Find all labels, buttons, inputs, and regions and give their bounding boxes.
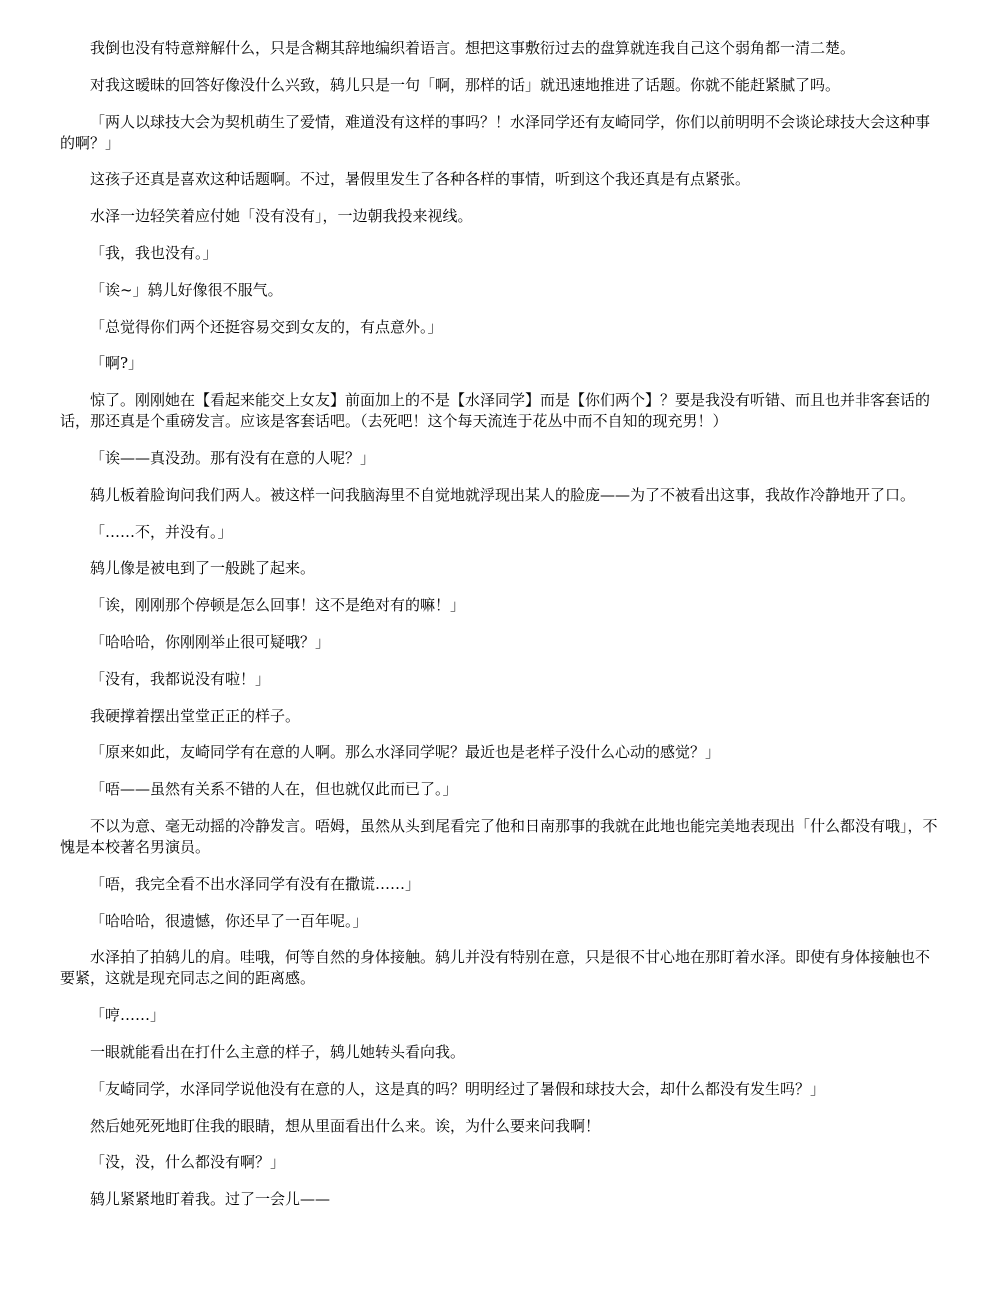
paragraph: 对我这暧昧的回答好像没什么兴致，鸫儿只是一句「啊，那样的话」就迅速地推进了话题。你就不能赶紧腻了吗。 [90,75,841,94]
paragraph: 「……不，并没有。」 [90,522,233,541]
paragraph: 鸫儿紧紧地盯着我。过了一会儿—— [90,1190,331,1209]
paragraph: 惊了。刚刚她在【看起来能交上女友】前面加上的不是【水泽同学】而是【你们两个】？要是我没有听错、而且也并非客套话的话，那还真是个重磅发言。应该是客套话吧。（去死吧！这个每天流连于花丛中而不自知的现充男！） [60,391,931,431]
paragraph: 然后她死死地盯住我的眼睛，想从里面看出什么来。诶，为什么要来问我啊！ [90,1116,601,1135]
paragraph: 「哈哈哈，很遗憾，你还早了一百年呢。」 [90,911,368,930]
paragraph: 「诶——真没劲。那有没有在意的人呢？」 [90,448,376,467]
paragraph: 这孩子还真是喜欢这种话题啊。不过，暑假里发生了各种各样的事情，听到这个我还真是有点紧张。 [90,170,751,189]
paragraph: 「哈哈哈，你刚刚举止很可疑哦？」 [90,632,331,651]
paragraph: 一眼就能看出在打什么主意的样子，鸫儿她转头看向我。 [90,1042,466,1061]
paragraph: 「没有，我都说没有啦！」 [90,669,271,688]
paragraph: 「总觉得你们两个还挺容易交到女友的，有点意外。」 [90,317,443,336]
paragraph: 「友崎同学，水泽同学说他没有在意的人，这是真的吗？明明经过了暑假和球技大会，却什么都没有发生吗？」 [90,1079,826,1098]
paragraph: 「原来如此，友崎同学有在意的人啊。那么水泽同学呢？最近也是老样子没什么心动的感觉？」 [90,743,721,762]
paragraph: 「两人以球技大会为契机萌生了爱情，难道没有这样的事吗？！水泽同学还有友崎同学，你们以前明明不会谈论球技大会这种事的啊？」 [60,112,931,152]
paragraph: 水泽一边轻笑着应付她「没有没有」，一边朝我投来视线。 [90,207,473,226]
document-body [60,38,940,1226]
paragraph: 「啊?」 [90,354,144,373]
paragraph: 我硬撑着摆出堂堂正正的样子。 [90,706,301,725]
paragraph: 「没，没，什么都没有啊？」 [90,1153,286,1172]
paragraph: 「诶~」鸫儿好像很不服气。 [90,280,283,299]
paragraph: 「诶，刚刚那个停顿是怎么回事！这不是绝对有的嘛！」 [90,596,466,615]
paragraph: 「哼……」 [90,1006,166,1025]
paragraph: 「唔——虽然有关系不错的人在，但也就仅此而已了。」 [90,780,458,799]
paragraph: 鸫儿像是被电到了一般跳了起来。 [90,559,316,578]
paragraph: 「唔，我完全看不出水泽同学有没有在撒谎……」 [90,874,421,893]
paragraph: 鸫儿板着脸询问我们两人。被这样一问我脑海里不自觉地就浮现出某人的脸庞——为了不被看出这事，我故作冷静地开了口。 [90,485,916,504]
paragraph: 「我，我也没有。」 [90,243,218,262]
paragraph: 水泽拍了拍鸫儿的肩。哇哦，何等自然的身体接触。鸫儿并没有特别在意，只是很不甘心地在那盯着水泽。即使有身体接触也不要紧，这就是现充同志之间的距离感。 [60,948,931,988]
paragraph: 我倒也没有特意辩解什么，只是含糊其辞地编织着语言。想把这事敷衍过去的盘算就连我自己这个弱角都一清二楚。 [90,39,856,57]
paragraph: 不以为意、毫无动摇的冷静发言。唔姆，虽然从头到尾看完了他和日南那事的我就在此地也能完美地表现出「什么都没有哦」，不愧是本校著名男演员。 [60,816,938,856]
